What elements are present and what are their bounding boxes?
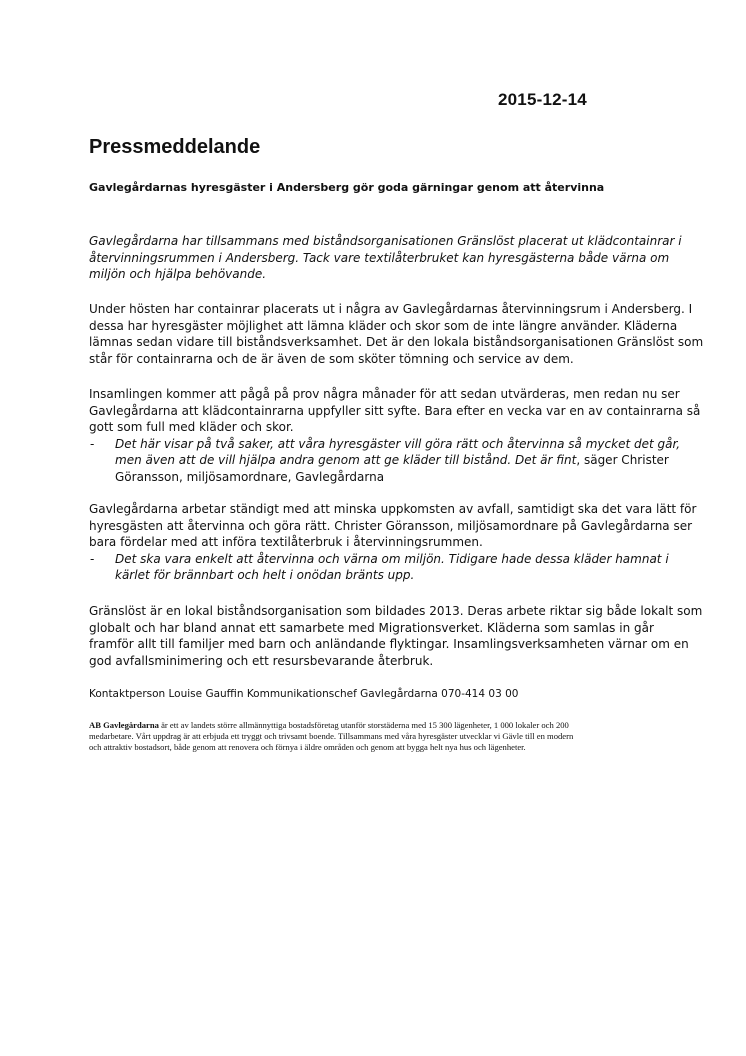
quote-1 (89, 436, 681, 453)
quote-2 (89, 551, 669, 568)
intro-line: återvinningsrummen i Andersberg. Tack vare textilåterbruket kan hyresgästerna både värna om (89, 250, 670, 265)
company-footer (89, 720, 661, 754)
company-name: AB Gavlegårdarna (89, 720, 159, 730)
paragraph-line: globalt och har bland annat ett samarbete med Migrationsverket. Kläderna som samlas in går (89, 620, 654, 635)
body-paragraph-4 (89, 603, 703, 669)
contact-line: Kontaktperson Louise Gauffin Kommunikationschef Gavlegårdarna 070-414 03 00 (89, 688, 519, 700)
paragraph-line: framför allt till familjer med barn och anländande flyktingar. Insamlingsverksamheten värnar om en (89, 637, 689, 651)
page-title: Pressmeddelande (89, 136, 261, 158)
paragraph-line: Under hösten har containrar placerats ut i några av Gavlegårdarnas återvinningsrum i Andersberg. I (89, 302, 693, 316)
body-paragraph-1 (89, 301, 704, 367)
body-paragraph-3 (89, 501, 697, 584)
paragraph-line: gott som full med kläder och skor. (89, 420, 294, 434)
paragraph-line: lämnas sedan vidare till biståndsverksamhet. Det är den lokala biståndsorganisationen Gränslöst som (89, 335, 704, 349)
paragraph-line: Gränslöst är en lokal biståndsorganisation som bildades 2013. Deras arbete riktar sig både lokalt som (89, 604, 703, 618)
paragraph-line: Insamlingen kommer att pågå på prov några månader för att sedan utvärderas, men redan nu ser (89, 387, 680, 401)
quote-line: kärlet för brännbart och helt i onödan bränts upp. (115, 568, 415, 582)
footer-line (89, 720, 661, 731)
paragraph-line: dessa har hyresgäster möjlighet att lämna kläder och skor som de inte längre använder. Kläderna (89, 318, 678, 333)
paragraph-line: står för containrarna och de är även de som sköter tömning och service av dem. (89, 351, 574, 366)
intro-line: miljön och hjälpa behövande. (89, 267, 267, 281)
paragraph-line: god avfallsminimering och ett resursbevarande återbruk. (89, 653, 434, 668)
footer-line: och attraktiv bostadsort, både genom att renovera och förnya i äldre områden och genom att bygga helt nya hus och lägenheter. (89, 742, 526, 753)
paragraph-line: Gavlegårdarna arbetar ständigt med att minska uppkomsten av avfall, samtidigt ska det vara lätt för (89, 502, 697, 516)
paragraph-line: Gavlegårdarna att klädcontainrarna uppfyller sitt syfte. Bara efter en vecka var en av containrarna så (89, 403, 701, 418)
quote-line: Det ska vara enkelt att återvinna och värna om miljön. Tidigare hade dessa kläder hamnat i (115, 551, 669, 566)
intro-line: Gavlegårdarna har tillsammans med biståndsorganisationen Gränslöst placerat ut klädcontainrar i (89, 234, 682, 248)
quote-attribution: , säger Christer (576, 453, 669, 467)
release-subtitle: Gavlegårdarnas hyresgäster i Andersberg gör goda gärningar genom att återvinna (89, 181, 605, 194)
bullet-dash: - (90, 551, 95, 566)
footer-text: är ett av landets större allmännyttiga bostadsföretag utanför storstäderna med 15 300 lägenheter, 1 000 lokaler och 200 (158, 720, 569, 730)
bullet-dash: - (90, 436, 95, 451)
intro-paragraph (89, 233, 682, 283)
quote-line: Det här visar på två saker, att våra hyresgäster vill göra rätt och återvinna så mycket det går, (115, 436, 681, 451)
paragraph-line: bara fördelar med att införa textilåterbruk i återvinningsrummen. (89, 535, 483, 549)
paragraph-line: hyresgästen att återvinna och göra rätt. Christer Göransson, miljösamordnare på Gavlegårdarna ser (89, 518, 693, 533)
footer-line: medarbetare. Vårt uppdrag är att erbjuda ett tryggt och trivsamt boende. Tillsammans med våra hyresgäster utvecklar vi Gävle till en modern (89, 731, 574, 742)
quote-italic-part: men även att de vill hjälpa andra genom att ge kläder till bistånd. Det är fint (115, 453, 577, 467)
quote-line-2 (89, 452, 669, 469)
quote-speaker: Göransson, miljösamordnare, Gavlegårdarna (115, 469, 385, 484)
body-paragraph-2 (89, 386, 701, 485)
release-date: 2015-12-14 (498, 90, 587, 109)
